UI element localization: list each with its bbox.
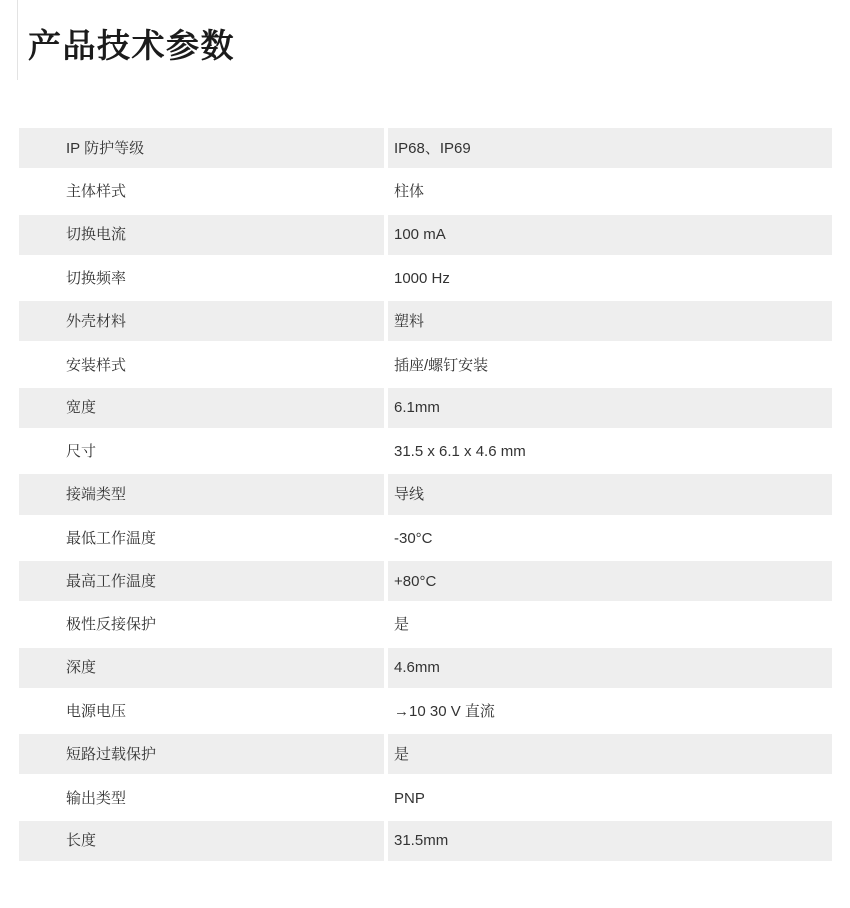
table-row bbox=[19, 170, 832, 213]
spec-value: -30°C bbox=[394, 529, 433, 547]
spec-value: 是 bbox=[388, 734, 832, 774]
spec-value: 1000 Hz bbox=[394, 270, 450, 288]
spec-label: 电源电压 bbox=[66, 703, 127, 720]
table-row bbox=[19, 300, 832, 343]
table-row bbox=[19, 517, 832, 560]
table-row bbox=[19, 690, 832, 733]
spec-label: 尺寸 bbox=[66, 443, 97, 461]
left-edge-divider bbox=[17, 0, 18, 80]
spec-label: 输出类型 bbox=[66, 789, 127, 807]
spec-label: 安装样式 bbox=[66, 356, 127, 374]
spec-label: IP 防护等级 bbox=[19, 128, 384, 168]
table-row bbox=[19, 820, 832, 863]
table-row bbox=[19, 387, 832, 430]
table-row bbox=[19, 214, 832, 257]
spec-value: +80°C bbox=[388, 561, 832, 601]
spec-label: 切换电流 bbox=[19, 215, 384, 255]
spec-label: 长度 bbox=[19, 821, 384, 861]
table-row bbox=[19, 647, 832, 690]
spec-value: 塑料 bbox=[388, 301, 832, 341]
table-row bbox=[19, 430, 832, 473]
spec-label: 深度 bbox=[19, 648, 384, 688]
spec-value: IP68、IP69 bbox=[388, 128, 832, 168]
spec-value: PNP bbox=[394, 789, 425, 807]
table-row bbox=[19, 343, 832, 386]
table-row bbox=[19, 603, 832, 646]
table-row bbox=[19, 257, 832, 300]
spec-value: →10 30 V 直流 bbox=[394, 703, 495, 720]
spec-label: 最低工作温度 bbox=[66, 529, 157, 547]
spec-value: 100 mA bbox=[388, 215, 832, 255]
spec-label: 主体样式 bbox=[66, 183, 127, 201]
spec-label: 宽度 bbox=[19, 388, 384, 428]
spec-value: 31.5mm bbox=[388, 821, 832, 861]
spec-value: 31.5 x 6.1 x 4.6 mm bbox=[394, 443, 526, 461]
table-row bbox=[19, 127, 832, 170]
table-row bbox=[19, 776, 832, 819]
spec-label: 最高工作温度 bbox=[19, 561, 384, 601]
spec-value: 插座/螺钉安装 bbox=[394, 356, 489, 374]
spec-label: 接端类型 bbox=[19, 474, 384, 514]
spec-table bbox=[19, 127, 832, 863]
spec-value: 是 bbox=[394, 616, 410, 634]
spec-value: 6.1mm bbox=[388, 388, 832, 428]
spec-value: 4.6mm bbox=[388, 648, 832, 688]
spec-label: 极性反接保护 bbox=[66, 616, 157, 634]
spec-value: 柱体 bbox=[394, 183, 425, 201]
table-row bbox=[19, 560, 832, 603]
table-row bbox=[19, 733, 832, 776]
spec-label: 短路过载保护 bbox=[19, 734, 384, 774]
spec-label: 切换频率 bbox=[66, 270, 127, 288]
table-row bbox=[19, 473, 832, 516]
page-title: 产品技术参数 bbox=[28, 27, 235, 64]
spec-value: 导线 bbox=[388, 474, 832, 514]
spec-label: 外壳材料 bbox=[19, 301, 384, 341]
